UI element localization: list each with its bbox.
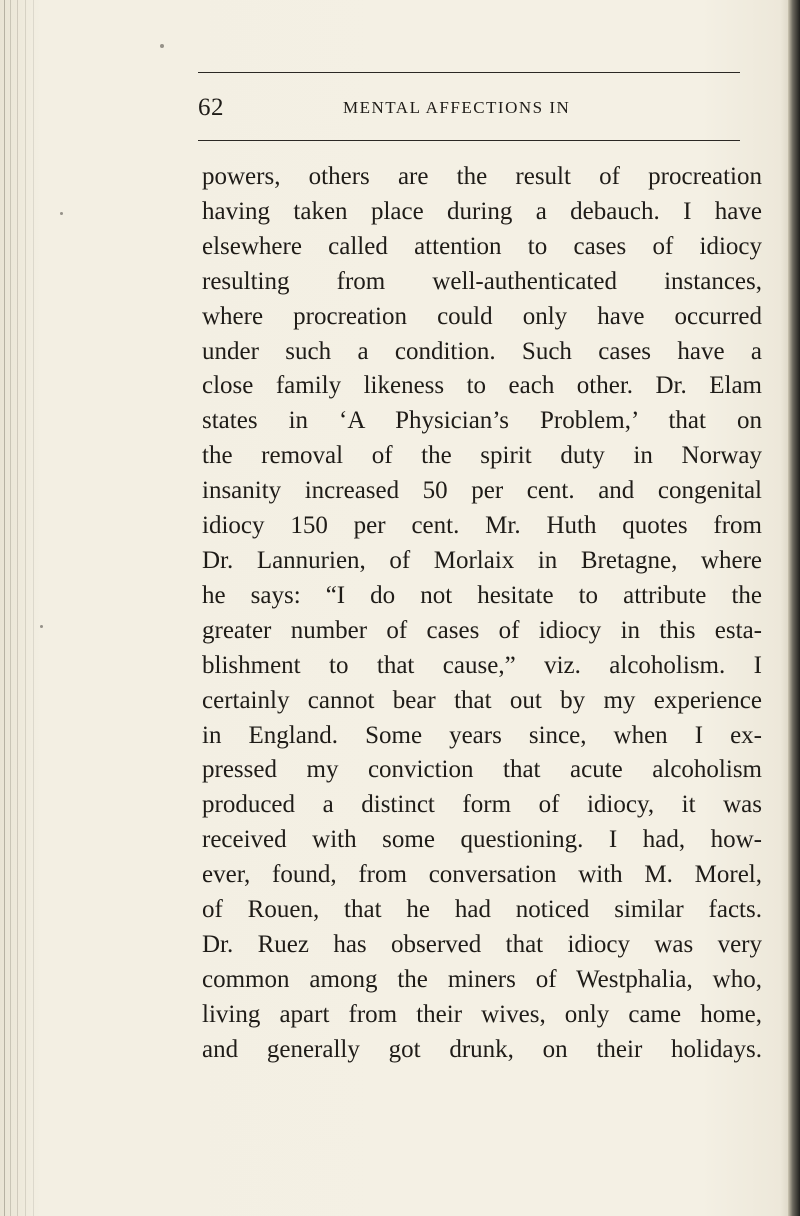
text-line: of Rouen, that he had noticed similar facts.: [202, 896, 762, 924]
text-line: states in ‘A Physician’s Problem,’ that on: [202, 407, 762, 435]
text-line: common among the miners of Westphalia, who,: [202, 965, 762, 993]
running-head: MENTAL AFFECTIONS IN: [343, 98, 571, 117]
text-line: under such a condition. Such cases have a: [202, 337, 762, 365]
paper-speck: [60, 212, 63, 215]
text-line: ever, found, from conversation with M. Morel,: [202, 861, 762, 889]
page-header: [198, 94, 758, 128]
body-text: [202, 160, 762, 1068]
text-line: Dr. Ruez has observed that idiocy was very: [202, 930, 762, 958]
text-line: Dr. Lannurien, of Morlaix in Bretagne, where: [202, 546, 762, 574]
header-rule-bottom: [198, 140, 740, 141]
paper-speck: [160, 44, 164, 48]
page-number: 62: [198, 94, 224, 121]
text-line: in England. Some years since, when I ex-: [202, 721, 762, 749]
text-line: produced a distinct form of idiocy, it was: [202, 791, 762, 819]
text-line: powers, others are the result of procreation: [202, 163, 762, 190]
text-line: living apart from their wives, only came home,: [202, 1000, 762, 1028]
text-line: and generally got drunk, on their holidays.: [202, 1035, 762, 1063]
text-line: where procreation could only have occurred: [202, 302, 762, 330]
text-line: idiocy 150 per cent. Mr. Huth quotes from: [202, 512, 762, 540]
header-rule-top: [198, 72, 740, 73]
text-line: certainly cannot bear that out by my experience: [202, 686, 762, 714]
text-line: received with some questioning. I had, how-: [202, 826, 762, 854]
page-edge-line: [25, 0, 26, 1216]
text-line: resulting from well-authenticated instances,: [202, 267, 762, 295]
text-line: elsewhere called attention to cases of idiocy: [202, 232, 762, 260]
text-line: he says: “I do not hesitate to attribute the: [202, 581, 762, 609]
text-line: greater number of cases of idiocy in this esta-: [202, 616, 762, 644]
text-line: having taken place during a debauch. I have: [202, 197, 762, 225]
text-line: insanity increased 50 per cent. and congenital: [202, 477, 762, 505]
paper-speck: [40, 625, 43, 628]
page-edge-line: [10, 0, 11, 1216]
page-edge-line: [4, 0, 5, 1216]
text-line: pressed my conviction that acute alcoholism: [202, 756, 762, 784]
text-line: the removal of the spirit duty in Norway: [202, 442, 762, 470]
text-line: blishment to that cause,” viz. alcoholism. I: [202, 651, 762, 679]
page-edge-line: [17, 0, 18, 1216]
book-spine-shadow: [788, 0, 800, 1216]
page-edge-line: [33, 0, 34, 1216]
text-line: close family likeness to each other. Dr. Elam: [202, 372, 762, 400]
